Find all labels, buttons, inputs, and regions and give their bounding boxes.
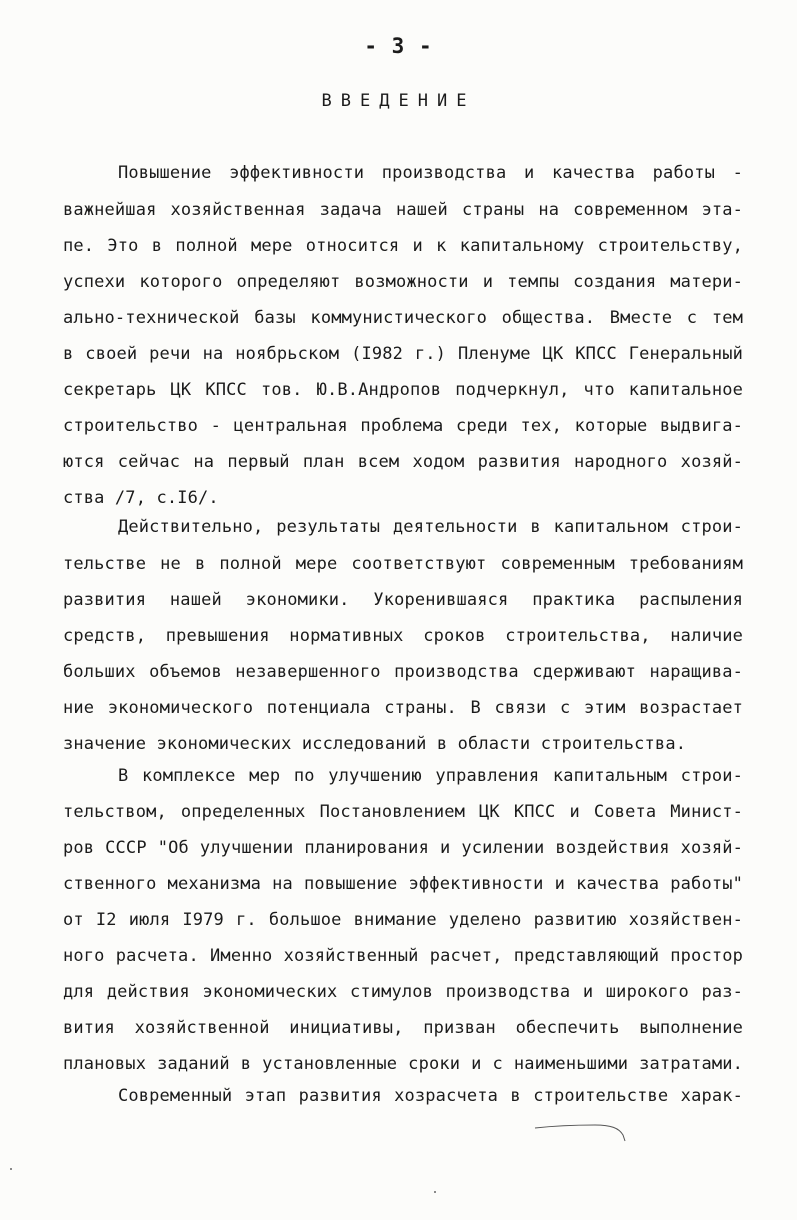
text-line: ства /7, с.I6/. [63,488,219,508]
text-line: Повышение эффективности производства и качества работы - [118,163,743,183]
pen-mark [533,1115,633,1155]
page-number: - 3 - [364,34,433,58]
section-heading: ВВЕДЕНИЕ [321,91,476,111]
text-line: ются сейчас на первый план всем ходом развития народного хозяй- [63,452,743,472]
text-line: пе. Это в полной мере относится и к капитальному строительству, [63,236,743,256]
text-line: плановых заданий в установленные сроки и с наименьшими затратами. [63,1054,743,1074]
text-line: тельством, определенных Постановлением ЦК КПСС и Совета Минист- [63,802,743,822]
text-line: вития хозяйственной инициативы, призван обеспечить выполнение [63,1018,743,1038]
text-line: Современный этап развития хозрасчета в строительстве харак- [118,1086,743,1106]
text-line: успехи которого определяют возможности и темпы создания матери- [63,272,743,292]
text-line: средств, превышения нормативных сроков строительства, наличие [63,626,743,646]
text-line: ально-технической базы коммунистического общества. Вместе с тем [63,308,743,328]
text-line: в своей речи на ноябрьском (I982 г.) Пленуме ЦК КПСС Генеральный [63,344,743,364]
scan-speck [10,1168,12,1170]
scan-speck [434,1191,436,1193]
text-line: ственного механизма на повышение эффективности и качества работы" [63,874,743,894]
text-line: больших объемов незавершенного производства сдерживают наращива- [63,662,743,682]
text-line: ного расчета. Именно хозяйственный расчет, представляющий простор [63,946,743,966]
text-line: тельстве не в полной мере соответствуют современным требованиям [63,554,743,574]
text-line: Действительно, результаты деятельности в капитальном строи- [118,517,743,537]
text-line: секретарь ЦК КПСС тов. Ю.В.Андропов подчеркнул, что капитальное [63,380,743,400]
text-line: ров СССР "Об улучшении планирования и усилении воздействия хозяй- [63,838,743,858]
text-line: от I2 июля I979 г. большое внимание уделено развитию хозяйствен- [63,910,743,930]
text-line: В комплексе мер по улучшению управления капитальным строи- [118,766,743,786]
text-line: строительство - центральная проблема среди тех, которые выдвига- [63,416,743,436]
text-line: развития нашей экономики. Укоренившаяся практика распыления [63,590,743,610]
text-line: важнейшая хозяйственная задача нашей страны на современном эта- [63,200,743,220]
text-line: для действия экономических стимулов производства и широкого раз- [63,982,743,1002]
text-line: ние экономического потенциала страны. В связи с этим возрастает [63,698,743,718]
text-line: значение экономических исследований в области строительства. [63,734,687,754]
